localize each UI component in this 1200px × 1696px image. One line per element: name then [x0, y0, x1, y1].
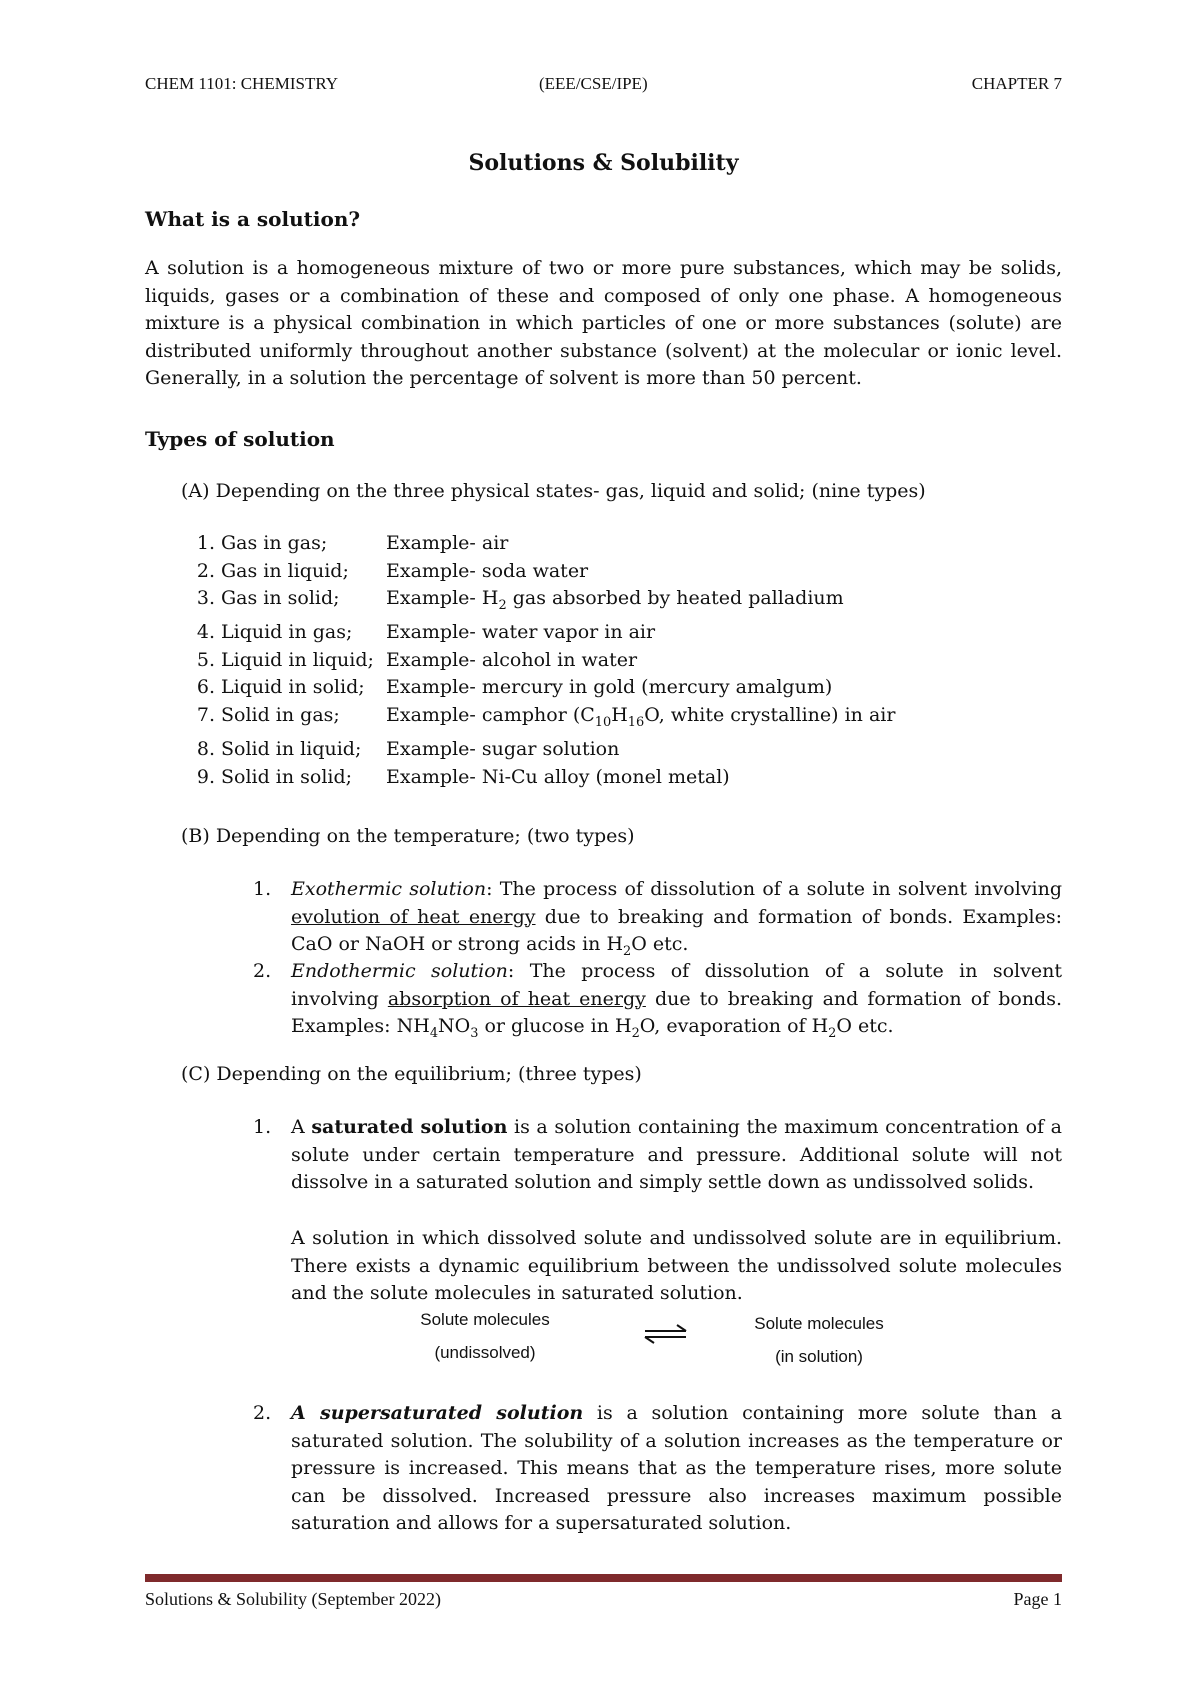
equilibrium-left: Solute molecules (undissolved)	[420, 1310, 550, 1362]
list-item: 4. Liquid in gas; Example- water vapor in air	[196, 621, 656, 644]
physical-state-types-list	[196, 530, 896, 791]
footer-title: Solutions & Solubility (September 2022)	[145, 1589, 441, 1609]
header-departments: (EEE/CSE/IPE)	[539, 74, 648, 93]
list-item: 5. Liquid in liquid; Example- alcohol in water	[196, 648, 638, 671]
footer-rule	[145, 1574, 1062, 1582]
header-course: CHEM 1101: CHEMISTRY	[145, 74, 339, 93]
list-item: 3. Gas in solid; Example- $H_2$ gas absorbed by heated palladium	[196, 587, 844, 613]
page-header	[145, 74, 1062, 96]
list-item: 2. Gas in liquid; Example- soda water	[196, 559, 589, 582]
page-title: Solutions & Solubility	[468, 150, 739, 176]
page-footer	[145, 1589, 1062, 1613]
equilibrium-right: Solute molecules (in solution)	[754, 1314, 884, 1366]
saturated-item: 1. A saturated solution is a solution containing the maximum concentration of a solute under certain temperature and pressure. Additional solute will not dissolve in a saturated solution and simply settle down as undissolved solids.	[253, 1116, 1062, 1193]
document-page	[145, 0, 1062, 1696]
saturated-equilibrium-paragraph: A solution in which dissolved solute and undissolved solute are in equilibrium. There exists a dynamic equilibrium between the undissolved solute molecules and the solute molecules in saturated solution.	[291, 1227, 1062, 1304]
question-heading: What is a solution?	[145, 207, 361, 231]
exothermic-item: 1. Exothermic solution: The process of dissolution of a solute in solvent involving evolution of heat energy due to breaking and formation of bonds. Examples: CaO or NaOH or strong acids in $H_2O$ etc.	[253, 878, 1062, 959]
list-item: 7. Solid in gas; Example- camphor ($C_{10}H_{16}O$, white crystalline) in air	[196, 703, 896, 730]
header-chapter: CHAPTER 7	[971, 74, 1062, 93]
section-c-heading: (C) Depending on the equilibrium; (three types)	[181, 1063, 642, 1085]
types-heading: Types of solution	[145, 427, 335, 451]
list-item: 8. Solid in liquid; Example- sugar solution	[196, 738, 620, 761]
list-item: 6. Liquid in solid; Example- mercury in gold (mercury amalgum)	[196, 676, 833, 699]
endothermic-item: 2. Endothermic solution: The process of dissolution of a solute in solvent involving absorption of heat energy due to breaking and formation of bonds. Examples: $NH_4NO_3$ or glucose in $H_2O$, evaporation of $H_2O$ etc.	[253, 960, 1063, 1041]
list-item: 9. Solid in solid; Example- Ni-Cu alloy (monel metal)	[196, 765, 730, 788]
list-item: 1. Gas in gas; Example- air	[196, 532, 509, 554]
footer-page-number: Page 1	[1013, 1589, 1062, 1609]
supersaturated-item: 2. A supersaturated solution is a solution containing more solute than a saturated solution. The solubility of a solution increases as the temperature or pressure is increased. This means that as the temperature rises, more solute can be dissolved. Increased pressure also increases maximum possible saturation and allows for a supersaturated solution.	[253, 1402, 1062, 1534]
definition-paragraph: A solution is a homogeneous mixture of two or more pure substances, which may be solids, liquids, gases or a combination of these and composed of only one phase. A homogeneous mixture is a physical combination in which particles of one or more substances (solute) are distributed uniformly throughout another substance (solvent) at the molecular or ionic level. Generally, in a solution the percentage of solvent is more than 50 percent.	[145, 257, 1062, 389]
equilibrium-arrows-icon	[641, 1324, 691, 1344]
section-a-heading: (A) Depending on the three physical states- gas, liquid and solid; (nine types)	[181, 480, 926, 502]
section-b-heading: (B) Depending on the temperature; (two types)	[181, 825, 635, 847]
